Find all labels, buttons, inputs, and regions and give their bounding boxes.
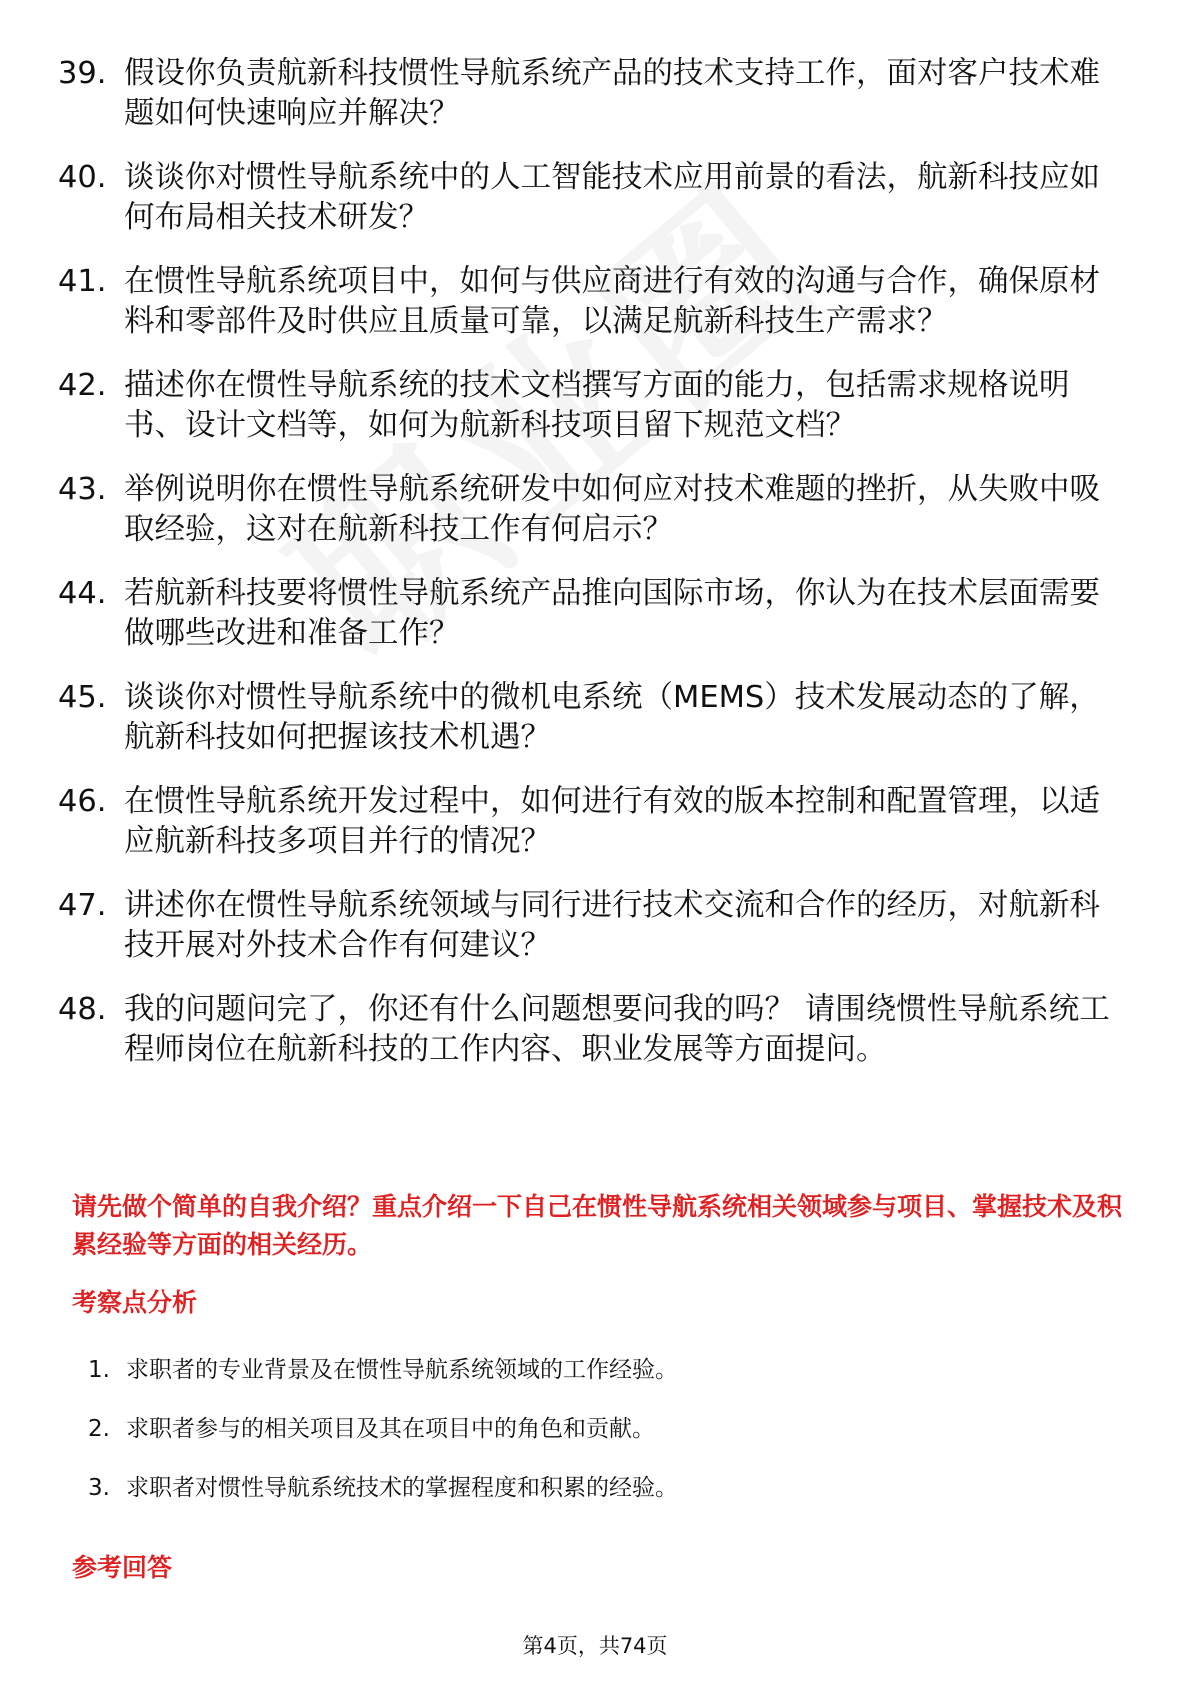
question-text: 谈谈你对惯性导航系统中的人工智能技术应用前景的看法，航新科技应如何布局相关技术研发？: [124, 160, 1100, 235]
question-item: [58, 990, 1128, 1070]
question-number: 47.: [58, 888, 107, 923]
question-item: [58, 158, 1128, 238]
question-number: 41.: [58, 264, 107, 299]
question-text: 在惯性导航系统开发过程中，如何进行有效的版本控制和配置管理，以适应航新科技多项目并行的情况？: [124, 784, 1100, 859]
question-text: 在惯性导航系统项目中，如何与供应商进行有效的沟通与合作，确保原材料和零部件及时供应且质量可靠，以满足航新科技生产需求？: [124, 264, 1100, 339]
question-item: [58, 366, 1128, 446]
analysis-item: [88, 1414, 1088, 1444]
question-number: 42.: [58, 368, 107, 403]
page-footer: 第4页，共74页: [522, 1634, 668, 1658]
analysis-number: 2.: [88, 1416, 110, 1442]
analysis-text: 求职者的专业背景及在惯性导航系统领域的工作经验。: [126, 1357, 678, 1383]
question-item: [58, 54, 1128, 134]
question-text: 若航新科技要将惯性导航系统产品推向国际市场，你认为在技术层面需要做哪些改进和准备工作？: [124, 576, 1100, 651]
question-item: [58, 886, 1128, 966]
question-text: 描述你在惯性导航系统的技术文档撰写方面的能力，包括需求规格说明书、设计文档等，如何为航新科技项目留下规范文档？: [124, 368, 1070, 443]
question-text: 谈谈你对惯性导航系统中的微机电系统（MEMS）技术发展动态的了解，航新科技如何把握该技术机遇？: [124, 680, 1100, 755]
question-list: [58, 54, 1128, 1094]
question-item: [58, 574, 1128, 654]
intro-question: 请先做个简单的自我介绍？重点介绍一下自己在惯性导航系统相关领域参与项目、掌握技术及积累经验等方面的相关经历。: [72, 1192, 1123, 1259]
question-text: 讲述你在惯性导航系统领域与同行进行技术交流和合作的经历，对航新科技开展对外技术合作有何建议？: [124, 888, 1100, 963]
analysis-heading: 考察点分析: [72, 1288, 198, 1317]
analysis-number: 3.: [88, 1475, 110, 1501]
analysis-item: [88, 1473, 1088, 1503]
answer-heading: 参考回答: [72, 1553, 173, 1582]
question-item: [58, 470, 1128, 550]
question-number: 43.: [58, 472, 107, 507]
question-number: 44.: [58, 576, 107, 611]
question-item: [58, 782, 1128, 862]
analysis-list: [88, 1355, 1088, 1532]
question-number: 46.: [58, 784, 107, 819]
question-number: 39.: [58, 56, 107, 91]
question-text: 我的问题问完了，你还有什么问题想要问我的吗？ 请围绕惯性导航系统工程师岗位在航新科技的工作内容、职业发展等方面提问。: [124, 992, 1110, 1067]
question-number: 40.: [58, 160, 107, 195]
question-text: 假设你负责航新科技惯性导航系统产品的技术支持工作，面对客户技术难题如何快速响应并解决？: [124, 56, 1100, 131]
question-number: 45.: [58, 680, 107, 715]
question-text: 举例说明你在惯性导航系统研发中如何应对技术难题的挫折，从失败中吸取经验，这对在航新科技工作有何启示？: [124, 472, 1100, 547]
question-item: [58, 262, 1128, 342]
question-number: 48.: [58, 992, 107, 1027]
question-item: [58, 678, 1128, 758]
analysis-text: 求职者参与的相关项目及其在项目中的角色和贡献。: [126, 1416, 655, 1442]
analysis-item: [88, 1355, 1088, 1385]
analysis-number: 1.: [88, 1357, 110, 1383]
analysis-text: 求职者对惯性导航系统技术的掌握程度和积累的经验。: [126, 1475, 678, 1501]
